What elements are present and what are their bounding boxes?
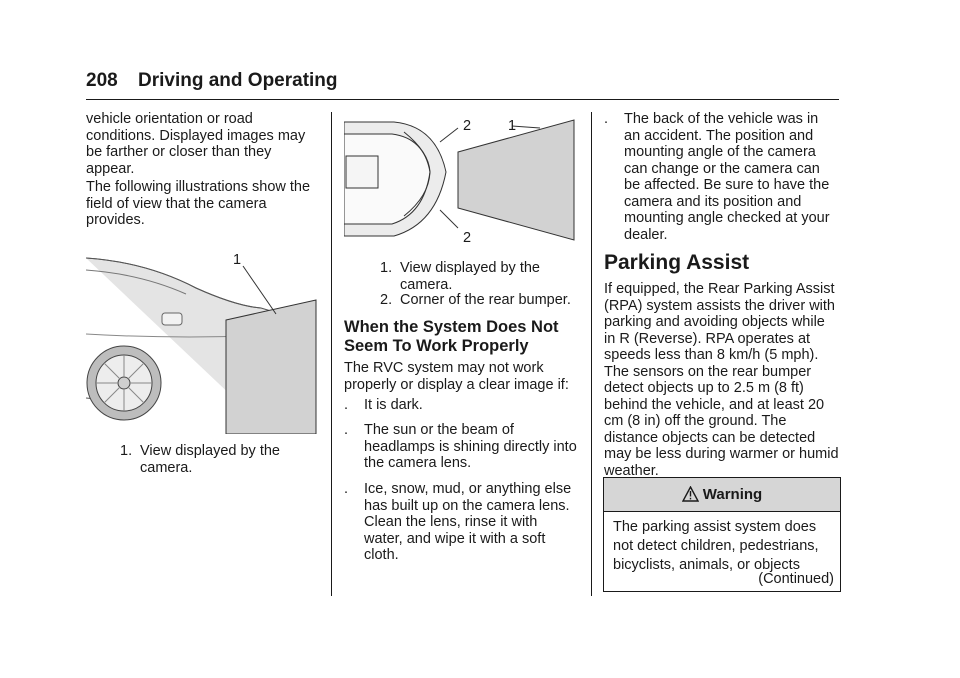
column-divider-1 (331, 112, 332, 596)
leader-line-1 (512, 126, 540, 128)
figure-label-1-top: 1 (508, 118, 517, 134)
wheel (87, 346, 161, 420)
bullet-text: Ice, snow, mud, or anything else has built up on the camera lens. Clean the lens, rinse it with water, and wipe it with a soft cloth. (364, 481, 572, 563)
car-top-outline (344, 122, 446, 236)
bullet-symbol: . (344, 481, 349, 497)
caption-text: Corner of the rear bumper. (400, 292, 571, 308)
caption-number: 2. (380, 292, 393, 308)
bullet-symbol: . (344, 422, 349, 438)
bullet-text: It is dark. (364, 397, 423, 413)
continued-label: (Continued) (758, 571, 834, 587)
camera-view-area (226, 300, 316, 434)
caption-view-2 (380, 260, 580, 294)
paragraph-illustrations: The following illustrations show the field of view that the camera provides. (86, 179, 311, 228)
warning-title: Warning (702, 486, 763, 503)
figure-label-2-top: 2 (463, 118, 472, 134)
camera-view-area (458, 120, 574, 240)
section-title: Driving and Operating (138, 70, 338, 91)
caption-number: 1. (380, 260, 393, 276)
bullet-text: The sun or the beam of headlamps is shining directly into the camera lens. (364, 422, 577, 471)
page-number: 208 (86, 70, 118, 91)
caption-bumper-corner (380, 292, 580, 310)
leader-line-2-bottom (440, 210, 458, 228)
paragraph-parking-assist: If equipped, the Rear Parking Assist (RPA) system assists the driver with parking and avoiding objects while in R (Reverse). RPA operates at speeds less than 8 km/h (5 mph). The sensors on the rear bumper detect objects up to 2.5 m (8 ft) behind the vehicle, and at least 20 cm (8 in) off the ground. The distance objects can be detected may be less during warmer or humid weather. (604, 281, 839, 479)
paragraph-orientation: vehicle orientation or road conditions. Displayed images may be farther or closer than they appear. (86, 111, 306, 177)
heading-system-not-working: When the System Does Not Seem To Work Properly (344, 318, 559, 355)
leader-line-2-top (440, 128, 458, 142)
bullet-symbol: . (604, 111, 609, 127)
page-header (86, 70, 839, 98)
caption-number: 1. (120, 443, 133, 459)
bullet-headlamps (344, 422, 580, 472)
bullet-dark (344, 397, 580, 414)
figure-label-2-bottom: 2 (463, 230, 472, 246)
column-divider-2 (591, 112, 592, 596)
bullet-text: The back of the vehicle was in an accident. The position and mounting angle of the camera can change or the camera can be affected. Be sure to have the camera and its position and mounting angle checked at your dealer. (624, 111, 830, 243)
warning-header (604, 478, 840, 512)
side-view-illustration (86, 248, 318, 434)
heading-parking-assist: Parking Assist (604, 251, 750, 274)
figure-label-1: 1 (233, 252, 242, 268)
header-rule (86, 99, 839, 100)
warning-body: The parking assist system does not detect children, pedestrians, bicyclists, animals, or objects (613, 519, 819, 573)
caption-text: View displayed by the camera. (140, 443, 280, 476)
warning-box (603, 477, 841, 592)
paragraph-rvc-intro: The RVC system may not work properly or display a clear image if: (344, 360, 569, 393)
warning-triangle-icon (682, 486, 699, 502)
caption-view-1 (120, 443, 320, 477)
bullet-symbol: . (344, 397, 349, 413)
caption-text: View displayed by the camera. (400, 260, 540, 293)
bullet-ice-snow (344, 481, 580, 565)
bullet-accident (604, 111, 840, 243)
top-view-illustration (344, 112, 580, 246)
